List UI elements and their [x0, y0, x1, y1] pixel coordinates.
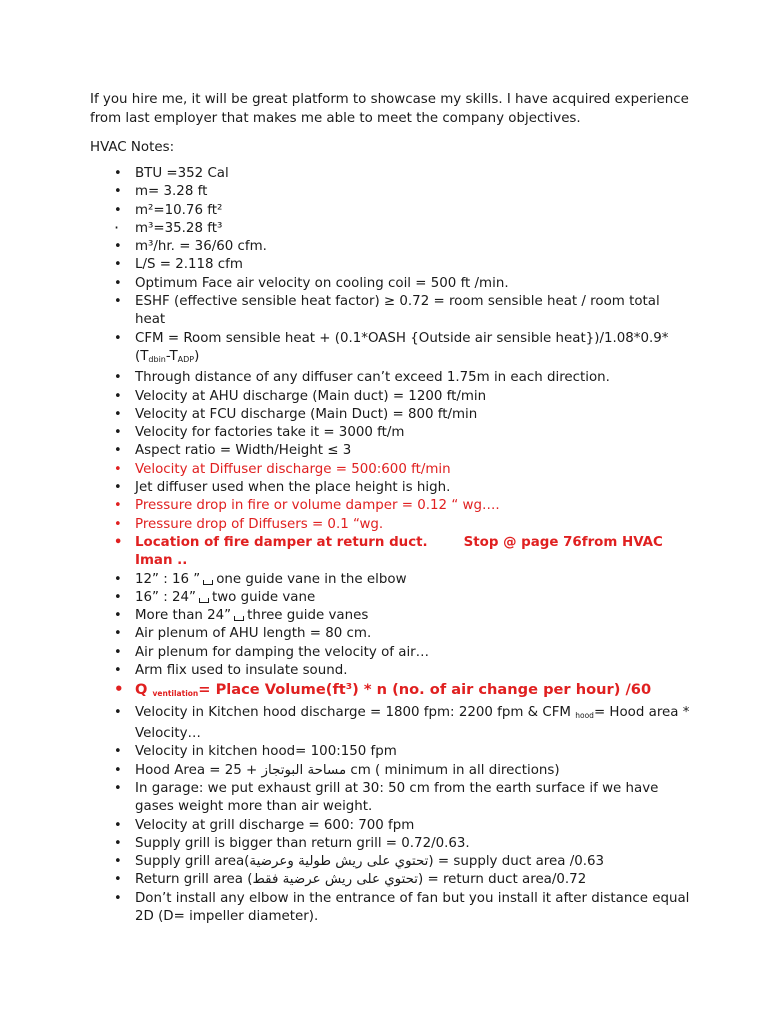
- guide-vane-icon: [199, 598, 209, 603]
- note-text: 12” : 16 ”: [135, 571, 201, 587]
- intro-paragraph: If you hire me, it will be great platform to showcase my skills. I have acquired experience from last employer that makes me able to meet the company objectives.: [90, 92, 689, 126]
- list-item: [90, 406, 690, 424]
- list-item: [90, 871, 690, 889]
- list-item: [90, 424, 690, 442]
- list-item: [90, 238, 690, 256]
- note-text: Jet diffuser used when the place height is high.: [135, 480, 451, 496]
- list-item: [90, 165, 690, 183]
- note-text: In garage: we put exhaust grill at 30: 50 cm from the earth surface if we have gases weight more than air weight.: [135, 781, 659, 815]
- note-text: Location of fire damper at return duct.: [135, 534, 428, 550]
- note-text: ): [194, 348, 200, 364]
- list-item: [90, 607, 690, 625]
- note-text: m³=35.28 ft³: [135, 220, 223, 236]
- hvac-notes-list: [90, 165, 690, 926]
- note-text: -T: [165, 348, 178, 364]
- note-text: ESHF (effective sensible heat factor) ≥ 0.72 = room sensible heat / room total heat: [135, 294, 660, 328]
- note-text: Aspect ratio = Width/Height ≤ 3: [135, 443, 352, 459]
- subscript: ADP: [177, 354, 195, 364]
- list-item: [90, 743, 690, 761]
- note-text: CFM = Room sensible heat + (0.1*OASH {Outside air sensible heat})/1.08*0.9*(T: [135, 330, 669, 364]
- list-item: [90, 625, 690, 643]
- guide-vane-icon: [203, 580, 213, 585]
- list-item: [90, 256, 690, 274]
- note-text: Velocity at Diffuser discharge = 500:600 ft/min: [135, 461, 451, 477]
- note-text: BTU =352 Cal: [135, 166, 229, 181]
- note-text: two guide vane: [211, 589, 316, 605]
- list-item: [90, 388, 690, 406]
- subscript: hood: [575, 710, 594, 720]
- list-item: [90, 293, 690, 330]
- note-text: Velocity at FCU discharge (Main Duct) = 800 ft/min: [135, 406, 478, 422]
- list-item: [90, 890, 690, 927]
- list-item: [90, 835, 690, 853]
- note-text: More than 24”: [135, 608, 232, 624]
- note-text: Velocity in Kitchen hood discharge = 1800 fpm: 2200 fpm & CFM: [135, 704, 571, 720]
- list-item: [90, 275, 690, 293]
- list-item: [90, 330, 690, 370]
- list-item: [90, 220, 690, 238]
- list-item: [90, 516, 690, 534]
- note-text: Supply grill area(تحتوي على ريش طولية وعرضية) = supply duct area /0.63: [135, 854, 605, 870]
- note-text: Air plenum for damping the velocity of air…: [135, 644, 430, 660]
- notes-heading: HVAC Notes:: [90, 140, 175, 155]
- list-item: [90, 534, 690, 571]
- list-item: [90, 780, 690, 817]
- note-text: Pressure drop in fire or volume damper = 0.12 “ wg….: [135, 498, 500, 514]
- note-text: L/S = 2.118 cfm: [135, 257, 243, 273]
- note-text: Optimum Face air velocity on cooling coil = 500 ft /min.: [135, 275, 509, 291]
- note-text: = Hood area * Velocity…: [135, 704, 690, 742]
- note-text: Stop @ page 76from HVAC Iman ..: [135, 534, 663, 569]
- note-text: Velocity for factories take it = 3000 ft/m: [135, 425, 405, 441]
- note-text: Return grill area (تحتوي على ريش عرضية فقط) = return duct area/0.72: [135, 872, 587, 888]
- list-item: [90, 442, 690, 460]
- list-item: [90, 853, 690, 871]
- list-item: [90, 662, 690, 680]
- note-text: Velocity at grill discharge = 600: 700 fpm: [135, 817, 415, 833]
- note-text: three guide vanes: [247, 608, 369, 624]
- note-text: Don’t install any elbow in the entrance of fan but you install it after distance equal 2D (D= impeller diameter).: [135, 890, 690, 925]
- subscript: dbin: [148, 354, 166, 364]
- list-item: [90, 680, 690, 704]
- subscript: ventilation: [152, 689, 199, 699]
- note-text: Through distance of any diffuser can’t exceed 1.75m in each direction.: [135, 370, 610, 386]
- note-text: m= 3.28 ft: [135, 184, 208, 200]
- list-item: [90, 183, 690, 201]
- note-text: m³/hr. = 36/60 cfm.: [135, 239, 267, 255]
- list-item: [90, 571, 690, 589]
- list-item: [90, 202, 690, 220]
- note-text: Pressure drop of Diffusers = 0.1 “wg.: [135, 516, 384, 532]
- note-text: one guide vane in the elbow: [216, 571, 407, 587]
- list-item: [90, 762, 690, 780]
- list-item: [90, 461, 690, 479]
- list-item: [90, 644, 690, 662]
- list-item: [90, 497, 690, 515]
- guide-vane-icon: [234, 616, 244, 621]
- list-item: [90, 589, 690, 607]
- note-text: Velocity at AHU discharge (Main duct) = 1200 ft/min: [135, 388, 487, 404]
- note-text: m²=10.76 ft²: [135, 202, 223, 218]
- note-text: Air plenum of AHU length = 80 cm.: [135, 626, 372, 642]
- list-item: [90, 817, 690, 835]
- note-text: Hood Area = 25 + مساحة البوتجاز cm ( minimum in all directions): [135, 762, 560, 778]
- list-item: [90, 369, 690, 387]
- note-text: = Place Volume(ft³) * n (no. of air change per hour) /60: [198, 681, 652, 699]
- list-item: [90, 479, 690, 497]
- note-text: Arm flix used to insulate sound.: [135, 663, 348, 679]
- note-text: 16” : 24”: [135, 589, 196, 605]
- note-text: Q: [135, 681, 148, 699]
- note-text: Velocity in kitchen hood= 100:150 fpm: [135, 744, 397, 760]
- list-item: [90, 704, 690, 744]
- note-text: Supply grill is bigger than return grill = 0.72/0.63.: [135, 835, 470, 851]
